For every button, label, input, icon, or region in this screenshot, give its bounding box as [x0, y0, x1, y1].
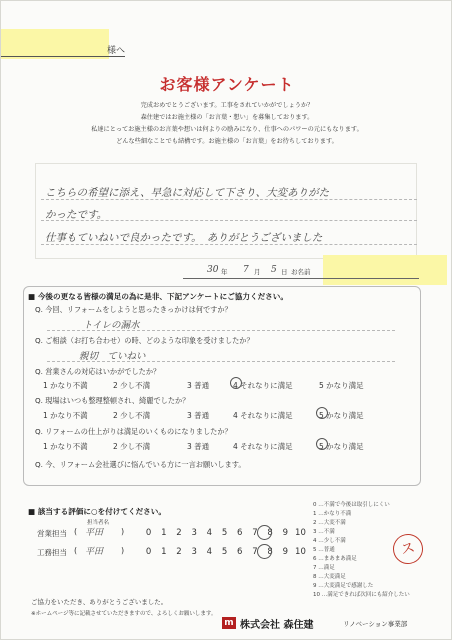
date-underline [183, 278, 419, 279]
legend-item-2: 2 …大変不満 [313, 520, 346, 526]
survey-heading: ■ 今後の更なる皆様の満足の為に是非、下記アンケートにご協力ください。 [28, 292, 288, 301]
q1-answer-rule [47, 330, 395, 331]
eval-row-2-digit-2: 2 [176, 547, 182, 557]
eval-row-2-digit-0: 0 [145, 547, 152, 557]
rating-q2-opt-1: 1 かなり不満 [43, 411, 88, 420]
recipient-suffix: 様へ [107, 46, 126, 56]
legend-item-8: 8 …大変満足 [313, 574, 346, 580]
eval-row-2-role: 工務担当 [37, 548, 67, 557]
eval-row-1-digit-3: 3 [191, 528, 197, 538]
eval-row-1-scale [141, 528, 308, 538]
eval-row-2-digit-7: 7 [252, 547, 258, 557]
legend-item-4: 4 …少し不満 [313, 538, 346, 544]
eval-row-1-paren: ( [74, 527, 78, 536]
legend-item-0: 0 …不満で今後は取引しにくい [313, 502, 390, 508]
eval-row-2-digit-9: 9 [282, 547, 288, 557]
rating-q1-label: Q. 営業さんの対応はいかがでしたか？ [35, 367, 161, 376]
legend-item-3: 3 …不満 [313, 529, 335, 535]
footer-note: ※ホームページ等に記載させていただきますので、よろしくお願いします。 [31, 611, 217, 617]
eval-row-1-paren-close: ) [121, 527, 125, 536]
eval-row-2-digit-8: 8 [267, 547, 273, 557]
company-logo-icon: m [222, 617, 236, 629]
date-year: 30 [207, 265, 219, 275]
rating-q3-opt-2: 2 少し不満 [113, 442, 151, 451]
recipient-underline [1, 56, 125, 57]
q-last-label: Q. 今、リフォーム会社選びに悩んでいる方に一言お願いします。 [35, 460, 246, 469]
staff-label: 担当者名 [87, 520, 110, 526]
rating-q1-opt-1: 1 かなり不満 [43, 381, 88, 390]
eval-row-1-digit-1: 1 [161, 528, 167, 538]
rating-q3-opt-4: 4 それなりに満足 [233, 442, 293, 451]
intro-line-4: どんな些細なことでも結構です。お施主様の「お言葉」をお待ちしております。 [116, 138, 338, 145]
legend-item-6: 6 …まあまあ満足 [313, 556, 357, 562]
rating-q2-opt-2: 2 少し不満 [113, 411, 151, 420]
eval-row-2-name: 平田 [85, 547, 104, 557]
eval-row-2-digit-10: 10 [295, 547, 306, 557]
rating-q2-selected-circle [316, 407, 328, 419]
eval-row-1-digit-9: 9 [282, 528, 288, 538]
eval-row-2-digit-5: 5 [221, 547, 228, 557]
q2-answer-rule [47, 361, 395, 362]
comment-line-2: かったです。 [45, 209, 108, 221]
rating-q3-label: Q. リフォームの仕上がりは満足のいくものになりましたか？ [35, 427, 232, 436]
eval-row-1-name: 平田 [85, 528, 104, 538]
eval-row-1-digit-2: 2 [176, 528, 182, 538]
q2-answer: 親切 ていねい [79, 351, 146, 362]
legend-item-9: 9 …大変満足で感謝した [313, 583, 374, 589]
legend-item-10: 10 …満足できれば次回にも紹介したい [313, 592, 410, 598]
rating-q1-opt-4: 4 それなりに満足 [233, 381, 293, 390]
legend-item-1: 1 …かなり不満 [313, 511, 352, 517]
eval-row-2-digit-1: 1 [161, 547, 167, 557]
q1-answer: トイレの漏水 [83, 320, 140, 331]
eval-row-1-selected-circle [257, 525, 272, 540]
name-label: お名前 [291, 268, 311, 276]
evaluation-heading: ■ 該当する評価に○を付けてください。 [28, 507, 166, 516]
date-day-label: 日 [281, 268, 288, 276]
eval-row-1-digit-5: 5 [221, 528, 228, 538]
date-month-label: 月 [254, 268, 261, 276]
eval-row-1-digit-4: 4 [206, 528, 213, 538]
legend-item-5: 5 …普通 [313, 547, 335, 553]
date-month: 7 [243, 265, 249, 275]
rating-q1-opt-2: 2 少し不満 [113, 381, 151, 390]
intro-line-2: 森住建ではお施主様の「お言葉・想い」を募集しております。 [140, 114, 314, 121]
eval-row-2-digit-3: 3 [191, 547, 197, 557]
eval-row-2-digit-4: 4 [206, 547, 213, 557]
company-name: 株式会社 森住建 [240, 620, 314, 631]
eval-row-2-paren: ( [74, 546, 78, 555]
date-year-label: 年 [221, 268, 228, 276]
eval-row-2-paren-close: ) [121, 546, 125, 555]
comment-line-3: 仕事もていねいで良かったです。 ありがとうございました [45, 232, 323, 244]
q1-label: Q. 今回、リフォームをしようと思ったきっかけは何ですか？ [35, 305, 232, 314]
rating-q2-label: Q. 現場はいつも整理整頓され、綺麗でしたか？ [35, 396, 190, 405]
eval-row-1-digit-10: 10 [295, 528, 306, 538]
legend-item-7: 7 …満足 [313, 565, 335, 571]
rating-q2-opt-4: 4 それなりに満足 [233, 411, 293, 420]
footer-thanks: ご協力をいただき、ありがとうございました。 [31, 598, 168, 606]
rating-q2-opt-5: 5 かなり満足 [319, 411, 364, 420]
eval-row-2-scale [141, 547, 308, 557]
rating-q3-opt-3: 3 普通 [187, 442, 210, 451]
recipient-name-highlight [1, 29, 109, 59]
rating-q1-selected-circle [230, 377, 242, 389]
intro-line-1: 完成おめでとうございます。工事をされていかがでしょうか？ [140, 102, 314, 109]
rating-q3-opt-5: 5 かなり満足 [319, 442, 364, 451]
rating-q3-opt-1: 1 かなり不満 [43, 442, 88, 451]
eval-row-2-digit-6: 6 [237, 547, 243, 557]
eval-row-1-digit-0: 0 [145, 528, 152, 538]
company-division: リノベーション事業部 [343, 620, 408, 628]
comment-line-1: こちらの希望に添え、早急に対応して下さり、大変ありがた [45, 187, 330, 199]
rating-q3-selected-circle [316, 438, 328, 450]
intro-line-3: 私達にとってお施主様のお言葉や想いは何よりの励みになり、仕事へのパワーの元にもなります。 [91, 126, 363, 133]
red-stamp-text: ス [399, 539, 417, 559]
eval-row-2-selected-circle [257, 544, 272, 559]
rating-q1-opt-5: 5 かなり満足 [319, 381, 364, 390]
eval-row-1-digit-6: 6 [237, 528, 243, 538]
rating-q1-opt-3: 3 普通 [187, 381, 210, 390]
page-title: お客様アンケート [159, 75, 295, 94]
eval-row-1-role: 営業担当 [37, 529, 67, 538]
q2-label: Q. ご相談（お打ち合わせ）の時、どのような印象を受けましたか？ [35, 336, 254, 345]
date-day: 5 [271, 265, 277, 275]
eval-row-1-digit-7: 7 [252, 528, 258, 538]
rating-q2-opt-3: 3 普通 [187, 411, 210, 420]
eval-row-1-digit-8: 8 [267, 528, 273, 538]
customer-name-highlight [323, 255, 447, 285]
